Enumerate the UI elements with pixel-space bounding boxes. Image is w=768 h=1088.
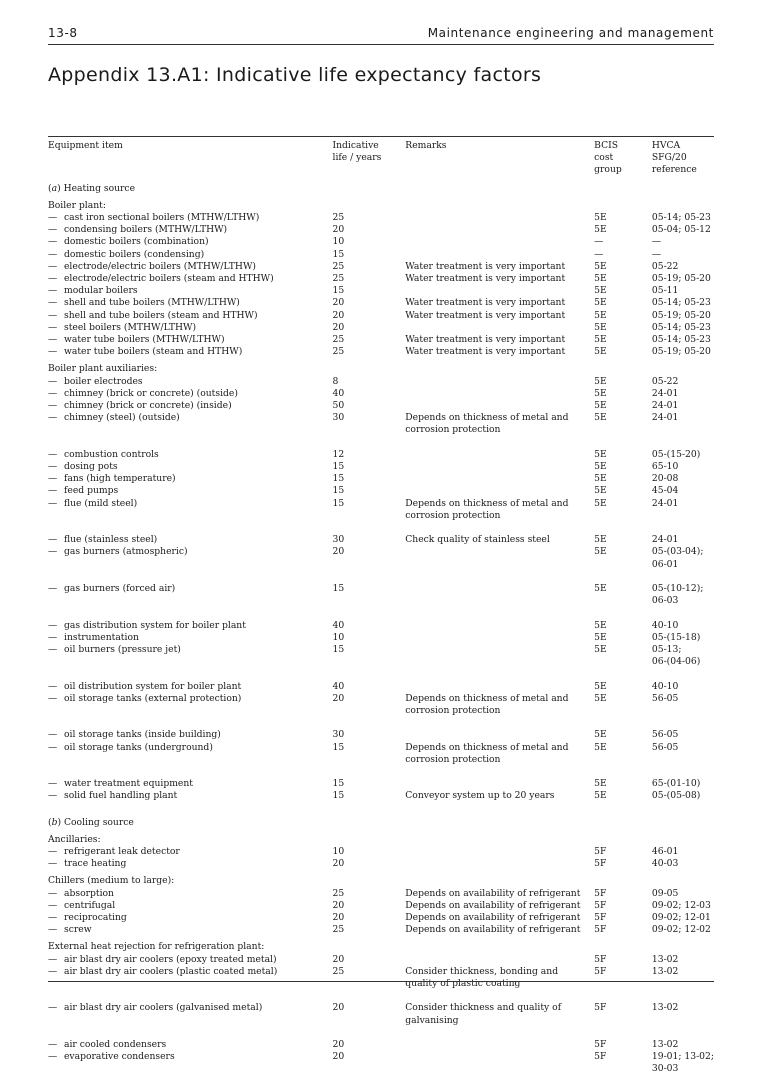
indicative-life: 15 xyxy=(332,485,345,497)
equipment-item: — water tube boilers (MTHW/LTHW) xyxy=(48,334,225,346)
hvca-reference: 24-01 xyxy=(651,400,679,412)
indicative-life: 15 xyxy=(332,461,345,473)
table-row xyxy=(48,583,714,620)
indicative-life: 20 xyxy=(332,546,345,558)
remarks xyxy=(405,546,594,583)
remarks xyxy=(405,778,594,790)
indicative-life: 20 xyxy=(332,297,345,309)
section-heading-text: (a) Heating source xyxy=(48,182,136,194)
hvca-reference: 56-05 xyxy=(651,729,679,741)
indicative-life: 20 xyxy=(332,692,345,704)
group-heading-text: Boiler plant: xyxy=(48,199,106,211)
section-heading xyxy=(48,183,714,200)
remarks: Depends on thickness of metal and corrosion protection xyxy=(405,692,569,717)
hvca-reference: 05-13; 06-(04-06) xyxy=(651,644,701,668)
remarks xyxy=(405,583,594,620)
hvca-reference: 46-01 xyxy=(651,846,679,858)
table-row xyxy=(48,1051,714,1088)
bcis-cost-group: 5E xyxy=(594,461,607,473)
equipment-item: — refrigerant leak detector xyxy=(48,846,180,858)
indicative-life: 10 xyxy=(332,846,345,858)
bcis-cost-group: 5F xyxy=(594,846,607,858)
remarks xyxy=(405,729,594,741)
remarks xyxy=(405,322,594,334)
group-heading-text: Boiler plant auxiliaries: xyxy=(48,363,158,375)
hvca-reference: 05-(10-12); 06-03 xyxy=(651,583,704,607)
equipment-item: — domestic boilers (condensing) xyxy=(48,248,205,260)
bcis-cost-group: 5E xyxy=(594,619,607,631)
bcis-cost-group: 5E xyxy=(594,273,607,285)
indicative-life: 15 xyxy=(332,644,345,656)
equipment-item: — air blast dry air coolers (epoxy treated metal) xyxy=(48,953,277,965)
equipment-item: — water tube boilers (steam and HTHW) xyxy=(48,346,243,358)
hvca-reference: 05-(15-18) xyxy=(651,631,701,643)
hvca-reference: 05-11 xyxy=(651,285,679,297)
table-row xyxy=(48,644,714,681)
hvca-reference: 13-02 xyxy=(651,1002,679,1014)
bcis-cost-group: 5E xyxy=(594,260,607,272)
remarks xyxy=(405,388,594,400)
bcis-cost-group: 5E xyxy=(594,212,607,224)
page-number: 13-8 xyxy=(48,26,78,40)
indicative-life: 15 xyxy=(332,497,345,509)
group-heading-text: Ancillaries: xyxy=(48,833,101,845)
header-indicative-life: Indicative life / years xyxy=(332,140,382,164)
table-row xyxy=(48,400,714,412)
bcis-cost-group: 5F xyxy=(594,912,607,924)
equipment-item: — fans (high temperature) xyxy=(48,473,176,485)
indicative-life: 25 xyxy=(332,212,345,224)
bcis-cost-group: — xyxy=(594,236,604,248)
bcis-cost-group: 5F xyxy=(594,899,607,911)
bcis-cost-group: 5E xyxy=(594,692,607,704)
indicative-life: 50 xyxy=(332,400,345,412)
equipment-item: — oil storage tanks (inside building) xyxy=(48,729,221,741)
equipment-item: — flue (mild steel) xyxy=(48,497,138,509)
hvca-reference: 13-02 xyxy=(651,953,679,965)
hvca-reference: — xyxy=(651,248,662,260)
remarks: Water treatment is very important xyxy=(405,346,566,358)
hvca-reference: 40-03 xyxy=(651,858,679,870)
indicative-life: 10 xyxy=(332,236,345,248)
table-row xyxy=(48,858,714,870)
table-row xyxy=(48,846,714,858)
remarks xyxy=(405,620,594,632)
equipment-item: — solid fuel handling plant xyxy=(48,790,178,802)
bcis-cost-group: 5E xyxy=(594,387,607,399)
bcis-cost-group: 5E xyxy=(594,631,607,643)
indicative-life: 15 xyxy=(332,583,345,595)
bcis-cost-group: 5E xyxy=(594,297,607,309)
equipment-item: — reciprocating xyxy=(48,912,127,924)
table-row xyxy=(48,498,714,535)
equipment-item: — steel boilers (MTHW/LTHW) xyxy=(48,321,197,333)
bcis-cost-group: 5E xyxy=(594,741,607,753)
indicative-life: 15 xyxy=(332,778,345,790)
remarks: Conveyor system up to 20 years xyxy=(405,790,555,802)
remarks: Depends on availability of refrigerant xyxy=(405,912,581,924)
remarks: Water treatment is very important xyxy=(405,297,566,309)
remarks xyxy=(405,449,594,461)
hvca-reference: 09-02; 12-01 xyxy=(651,912,711,924)
hvca-reference: 20-08 xyxy=(651,473,679,485)
remarks xyxy=(405,400,594,412)
indicative-life: 12 xyxy=(332,448,345,460)
table-row xyxy=(48,273,714,285)
indicative-life: 20 xyxy=(332,1051,345,1063)
table-row xyxy=(48,485,714,497)
remarks: Water treatment is very important xyxy=(405,334,566,346)
equipment-item: — evaporative condensers xyxy=(48,1051,175,1063)
bcis-cost-group: 5E xyxy=(594,321,607,333)
bcis-cost-group: 5F xyxy=(594,858,607,870)
remarks: Depends on availability of refrigerant xyxy=(405,924,581,936)
header-hvca: HVCA SFG/20 reference xyxy=(651,140,697,176)
table-row xyxy=(48,224,714,236)
remarks xyxy=(405,212,594,224)
equipment-item: — gas burners (atmospheric) xyxy=(48,546,188,558)
table-row xyxy=(48,376,714,388)
indicative-life: 40 xyxy=(332,619,345,631)
bcis-cost-group: 5E xyxy=(594,497,607,509)
hvca-reference: 05-19; 05-20 xyxy=(651,346,711,358)
remarks: Depends on thickness of metal and corrosion protection xyxy=(405,412,569,436)
table-row xyxy=(48,742,714,779)
hvca-reference: 05-19; 05-20 xyxy=(651,273,711,285)
hvca-reference: 13-02 xyxy=(651,1039,679,1051)
document-page xyxy=(48,0,714,1075)
hvca-reference: 05-04; 05-12 xyxy=(651,224,711,236)
hvca-reference: 05-14; 05-23 xyxy=(651,297,711,309)
bcis-cost-group: 5E xyxy=(594,485,607,497)
table-row xyxy=(48,1039,714,1051)
bcis-cost-group: 5E xyxy=(594,546,607,558)
remarks xyxy=(405,644,594,681)
running-head xyxy=(48,26,714,44)
section-heading xyxy=(48,803,714,834)
table-row xyxy=(48,212,714,224)
equipment-item: — combustion controls xyxy=(48,448,159,460)
equipment-item: — shell and tube boilers (steam and HTHW) xyxy=(48,309,258,321)
remarks xyxy=(405,681,594,693)
indicative-life: 15 xyxy=(332,473,345,485)
hvca-reference: 05-22 xyxy=(651,260,679,272)
hvca-reference: 13-02 xyxy=(651,965,679,977)
bcis-cost-group: 5F xyxy=(594,965,607,977)
hvca-reference: 05-14; 05-23 xyxy=(651,321,711,333)
table-row xyxy=(48,681,714,693)
table-bottom-rule xyxy=(48,981,714,982)
group-heading-text: External heat rejection for refrigeration plant: xyxy=(48,941,265,953)
table-row xyxy=(48,297,714,309)
equipment-item: — boiler electrodes xyxy=(48,375,143,387)
table-row xyxy=(48,790,714,802)
bcis-cost-group: 5E xyxy=(594,790,607,802)
indicative-life: 25 xyxy=(332,924,345,936)
remarks xyxy=(405,846,594,858)
equipment-item: — oil distribution system for boiler plant xyxy=(48,680,242,692)
header-bcis: BCIS cost group xyxy=(594,140,622,176)
hvca-reference: 05-14; 05-23 xyxy=(651,212,711,224)
indicative-life: 20 xyxy=(332,1002,345,1014)
hvca-reference: 65-10 xyxy=(651,461,679,473)
remarks: Depends on availability of refrigerant xyxy=(405,899,581,911)
indicative-life: 25 xyxy=(332,965,345,977)
remarks xyxy=(405,249,594,261)
equipment-item: — chimney (steel) (outside) xyxy=(48,412,180,424)
hvca-reference: 05-(03-04); 06-01 xyxy=(651,546,704,570)
equipment-item: — chimney (brick or concrete) (outside) xyxy=(48,387,238,399)
indicative-life: 20 xyxy=(332,224,345,236)
book-title: Maintenance engineering and management xyxy=(427,26,714,40)
indicative-life: 40 xyxy=(332,680,345,692)
section-heading-text: (b) Cooling source xyxy=(48,816,134,828)
remarks xyxy=(405,1039,594,1051)
indicative-life: 25 xyxy=(332,887,345,899)
bcis-cost-group: 5E xyxy=(594,534,607,546)
table-row xyxy=(48,249,714,261)
indicative-life: 40 xyxy=(332,387,345,399)
indicative-life: 30 xyxy=(332,412,345,424)
indicative-life: 25 xyxy=(332,334,345,346)
hvca-reference: 24-01 xyxy=(651,497,679,509)
table-row xyxy=(48,412,714,449)
table-row xyxy=(48,729,714,741)
hvca-reference: 19-01; 13-02; 30-03 xyxy=(651,1051,714,1075)
equipment-item: — flue (stainless steel) xyxy=(48,534,158,546)
indicative-life: 20 xyxy=(332,953,345,965)
group-heading-text: Chillers (medium to large): xyxy=(48,875,175,887)
remarks xyxy=(405,224,594,236)
bcis-cost-group: 5F xyxy=(594,1002,607,1014)
indicative-life: 25 xyxy=(332,346,345,358)
indicative-life: 20 xyxy=(332,321,345,333)
remarks xyxy=(405,858,594,870)
indicative-life: 15 xyxy=(332,248,345,260)
bcis-cost-group: 5F xyxy=(594,1039,607,1051)
indicative-life: 20 xyxy=(332,899,345,911)
equipment-item: — modular boilers xyxy=(48,285,138,297)
equipment-item: — instrumentation xyxy=(48,631,139,643)
group-heading xyxy=(48,936,714,953)
table-row xyxy=(48,693,714,730)
equipment-item: — absorption xyxy=(48,887,114,899)
hvca-reference: 40-10 xyxy=(651,680,679,692)
hvca-reference: 24-01 xyxy=(651,534,679,546)
header-equipment-item: Equipment item xyxy=(48,140,123,151)
indicative-life: 10 xyxy=(332,631,345,643)
remarks: Water treatment is very important xyxy=(405,309,566,321)
hvca-reference: 05-14; 05-23 xyxy=(651,334,711,346)
remarks xyxy=(405,236,594,248)
table-row xyxy=(48,461,714,473)
table-row xyxy=(48,888,714,900)
hvca-reference: — xyxy=(651,236,662,248)
equipment-item: — feed pumps xyxy=(48,485,119,497)
equipment-item: — air blast dry air coolers (galvanised metal) xyxy=(48,1002,263,1014)
table-body xyxy=(48,183,714,1088)
bcis-cost-group: 5E xyxy=(594,285,607,297)
remarks: Consider thickness and quality of galvanising xyxy=(405,1002,562,1026)
remarks xyxy=(405,376,594,388)
equipment-item: — oil storage tanks (external protection) xyxy=(48,692,242,704)
table-row xyxy=(48,778,714,790)
indicative-life: 25 xyxy=(332,273,345,285)
table-row xyxy=(48,334,714,346)
indicative-life: 15 xyxy=(332,741,345,753)
remarks: Depends on thickness of metal and corrosion protection xyxy=(405,741,569,765)
equipment-item: — air blast dry air coolers (plastic coated metal) xyxy=(48,965,278,977)
table-row xyxy=(48,912,714,924)
bcis-cost-group: 5E xyxy=(594,334,607,346)
equipment-item: — electrode/electric boilers (MTHW/LTHW) xyxy=(48,260,256,272)
header-remarks: Remarks xyxy=(405,140,447,151)
group-heading xyxy=(48,870,714,887)
table-row xyxy=(48,534,714,546)
table-row xyxy=(48,261,714,273)
hvca-reference: 56-05 xyxy=(651,741,679,753)
remarks xyxy=(405,1051,594,1088)
equipment-item: — cast iron sectional boilers (MTHW/LTHW) xyxy=(48,212,260,224)
remarks: Depends on availability of refrigerant xyxy=(405,887,581,899)
remarks: Water treatment is very important xyxy=(405,273,566,285)
group-heading xyxy=(48,834,714,846)
indicative-life: 8 xyxy=(332,375,339,387)
equipment-item: — water treatment equipment xyxy=(48,778,193,790)
indicative-life: 30 xyxy=(332,729,345,741)
indicative-life: 15 xyxy=(332,790,345,802)
indicative-life: 30 xyxy=(332,534,345,546)
equipment-item: — oil storage tanks (underground) xyxy=(48,741,213,753)
group-heading xyxy=(48,358,714,375)
bcis-cost-group: 5E xyxy=(594,412,607,424)
table-row xyxy=(48,620,714,632)
equipment-item: — gas burners (forced air) xyxy=(48,583,176,595)
equipment-item: — air cooled condensers xyxy=(48,1039,167,1051)
remarks xyxy=(405,954,594,966)
hvca-reference: 09-05 xyxy=(651,887,679,899)
hvca-reference: 65-(01-10) xyxy=(651,778,701,790)
group-heading xyxy=(48,200,714,212)
remarks: Water treatment is very important xyxy=(405,260,566,272)
table-row xyxy=(48,966,714,1003)
equipment-item: — trace heating xyxy=(48,858,127,870)
bcis-cost-group: 5E xyxy=(594,778,607,790)
equipment-item: — chimney (brick or concrete) (inside) xyxy=(48,400,232,412)
equipment-item: — dosing pots xyxy=(48,461,118,473)
table-row xyxy=(48,954,714,966)
hvca-reference: 05-19; 05-20 xyxy=(651,309,711,321)
indicative-life: 20 xyxy=(332,1039,345,1051)
equipment-item: — screw xyxy=(48,924,92,936)
hvca-reference: 56-05 xyxy=(651,692,679,704)
remarks: Check quality of stainless steel xyxy=(405,534,550,546)
bcis-cost-group: 5E xyxy=(594,375,607,387)
equipment-item: — domestic boilers (combination) xyxy=(48,236,209,248)
hvca-reference: 09-02; 12-02 xyxy=(651,924,711,936)
header-rule xyxy=(48,44,714,45)
bcis-cost-group: 5F xyxy=(594,1051,607,1063)
equipment-item: — electrode/electric boilers (steam and HTHW) xyxy=(48,273,274,285)
indicative-life: 20 xyxy=(332,912,345,924)
table-row xyxy=(48,546,714,583)
hvca-reference: 24-01 xyxy=(651,387,679,399)
equipment-item: — oil burners (pressure jet) xyxy=(48,644,181,656)
indicative-life: 25 xyxy=(332,260,345,272)
remarks: Consider thickness, bonding and quality of plastic coating xyxy=(405,965,559,990)
table-row xyxy=(48,1002,714,1039)
hvca-reference: 45-04 xyxy=(651,485,679,497)
table-row xyxy=(48,310,714,322)
equipment-item: — gas distribution system for boiler plant xyxy=(48,619,246,631)
remarks xyxy=(405,485,594,497)
hvca-reference: 05-(15-20) xyxy=(651,448,701,460)
table-header-row xyxy=(48,140,714,183)
remarks xyxy=(405,473,594,485)
life-expectancy-table xyxy=(48,140,714,1088)
table-row xyxy=(48,346,714,358)
remarks xyxy=(405,632,594,644)
equipment-item: — condensing boilers (MTHW/LTHW) xyxy=(48,224,228,236)
hvca-reference: 40-10 xyxy=(651,619,679,631)
bcis-cost-group: 5E xyxy=(594,224,607,236)
table-row xyxy=(48,900,714,912)
bcis-cost-group: 5E xyxy=(594,583,607,595)
equipment-item: — shell and tube boilers (MTHW/LTHW) xyxy=(48,297,240,309)
hvca-reference: 24-01 xyxy=(651,412,679,424)
table-row xyxy=(48,322,714,334)
table-row xyxy=(48,473,714,485)
hvca-reference: 09-02; 12-03 xyxy=(651,899,711,911)
table-row xyxy=(48,388,714,400)
bcis-cost-group: 5F xyxy=(594,887,607,899)
table-row xyxy=(48,924,714,936)
hvca-reference: 05-22 xyxy=(651,375,679,387)
indicative-life: 20 xyxy=(332,858,345,870)
page-title: Appendix 13.A1: Indicative life expectancy factors xyxy=(48,64,542,86)
bcis-cost-group: 5E xyxy=(594,644,607,656)
bcis-cost-group: 5E xyxy=(594,346,607,358)
remarks: Depends on thickness of metal and corrosion protection xyxy=(405,497,569,521)
bcis-cost-group: 5E xyxy=(594,729,607,741)
bcis-cost-group: 5E xyxy=(594,309,607,321)
table-top-rule xyxy=(48,136,714,137)
bcis-cost-group: 5E xyxy=(594,448,607,460)
indicative-life: 20 xyxy=(332,309,345,321)
table-row xyxy=(48,449,714,461)
table-row xyxy=(48,285,714,297)
remarks xyxy=(405,285,594,297)
bcis-cost-group: 5E xyxy=(594,473,607,485)
hvca-reference: 05-(05-08) xyxy=(651,790,701,802)
table-row xyxy=(48,236,714,248)
bcis-cost-group: 5E xyxy=(594,400,607,412)
bcis-cost-group: 5F xyxy=(594,953,607,965)
indicative-life: 15 xyxy=(332,285,345,297)
bcis-cost-group: — xyxy=(594,248,604,260)
bcis-cost-group: 5E xyxy=(594,680,607,692)
remarks xyxy=(405,461,594,473)
table-row xyxy=(48,632,714,644)
bcis-cost-group: 5F xyxy=(594,924,607,936)
equipment-item: — centrifugal xyxy=(48,899,116,911)
